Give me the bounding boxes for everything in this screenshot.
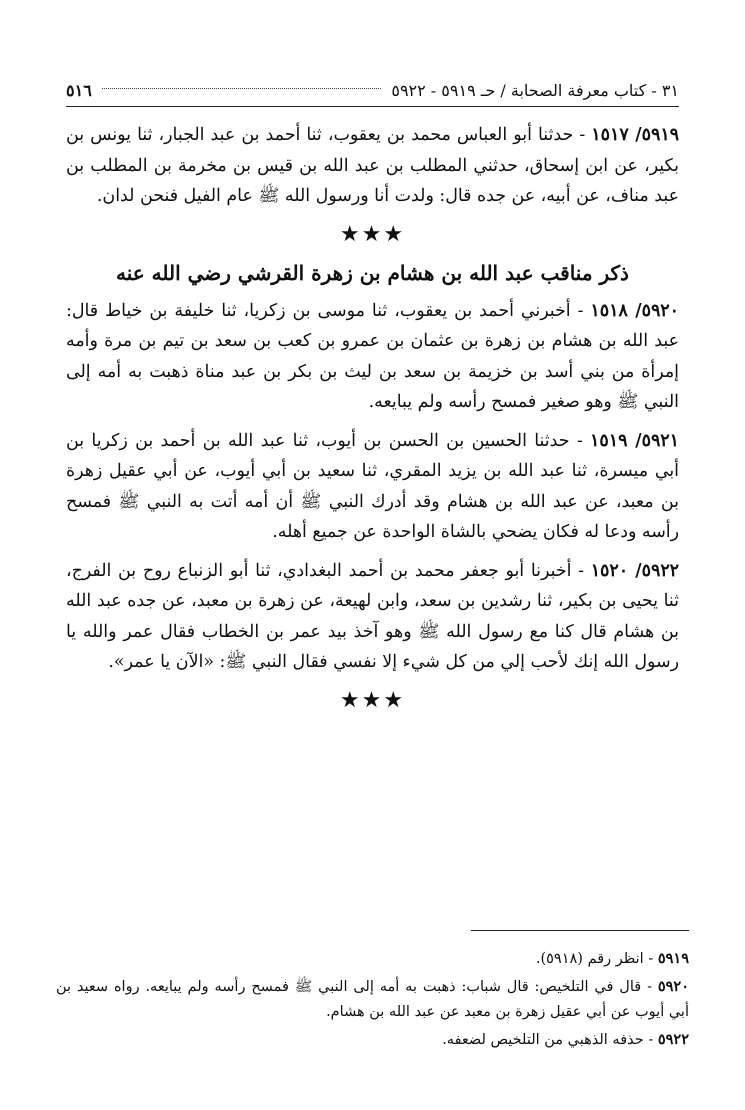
hadith-text: - أخبرني أحمد بن يعقوب، ثنا موسى بن زكريا، ثنا خليفة بن خياط قال: عبد الله بن هشام بن زهرة بن عثمان بن عمرو بن كعب بن سعد بن تيم بن مرة وأمه إمرأة من بني أسد بن خزيمة بن سعد بن ليث بن بكر بن عبد مناة ذهبت به أمه إلى النبي ﷺ وهو صغير فمسح رأسه ولم يبايعه. bbox=[66, 300, 679, 412]
hadith-number: ٥٩١٩/ ١٥١٧ bbox=[591, 125, 680, 145]
hadith-text: - أخبرنا أبو جعفر محمد بن أحمد البغدادي، ثنا أبو الزنباع روح بن الفرج، ثنا يحيى بن بكير، ثنا رشدين بن سعد، وابن لهيعة، عن زهرة بن معبد، عن جده عبد الله بن هشام قال كنا مع رسول الله ﷺ وهو آخذ بيد عمر بن الخطاب فقال عمر والله يا رسول الله إنك لأحب إلي من كل شيء إلا نفسي فقال النبي ﷺ: «الآن يا عمر». bbox=[66, 560, 679, 672]
running-head bbox=[66, 78, 679, 107]
hadith-entry bbox=[66, 556, 679, 678]
hadith-text: - حدثنا الحسين بن الحسن بن أيوب، ثنا عبد الله بن أحمد بن زكريا بن أبي ميسرة، ثنا عبد الله بن يزيد المقري، ثنا سعيد بن أبي أيوب، عن أبي عقيل زهرة بن معبد، عن عبد الله بن هشام وقد أدرك النبي ﷺ أن أمه أتت به النبي ﷺ فمسح رأسه ودعا له فكان يضحي بالشاة الواحدة عن جميع أهله. bbox=[66, 430, 679, 542]
page-number: ٥١٦ bbox=[66, 80, 92, 100]
main-text bbox=[66, 120, 679, 720]
footnote bbox=[56, 974, 689, 1025]
section-heading: ذكر مناقب عبد الله بن هشام بن زهرة القرشي رضي الله عنه bbox=[116, 260, 629, 285]
footnotes bbox=[56, 946, 689, 1055]
footnote-divider bbox=[471, 930, 689, 931]
footnote-number: ٥٩٢٢ bbox=[657, 1031, 689, 1048]
running-head-leader bbox=[102, 87, 382, 89]
hadith-number: ٥٩٢٠/ ١٥١٨ bbox=[590, 300, 679, 321]
end-separator-stars: ★★★ bbox=[339, 687, 406, 713]
hadith-number: ٥٩٢٢/ ١٥٢٠ bbox=[590, 560, 680, 581]
hadith-entry bbox=[66, 296, 679, 418]
hadith-number: ٥٩٢١/ ١٥١٩ bbox=[590, 430, 679, 451]
hadith-entry bbox=[66, 426, 679, 548]
running-head-title: ٣١ - كتاب معرفة الصحابة / حـ ٥٩١٩ - ٥٩٢٢ bbox=[391, 80, 679, 100]
footnote-text: - انظر رقم (٥٩١٨). bbox=[535, 951, 654, 967]
separator-stars: ★★★ bbox=[339, 221, 406, 247]
footnote bbox=[56, 1027, 689, 1053]
footnote-number: ٥٩٢٠ bbox=[657, 978, 689, 995]
hadith-entry bbox=[66, 120, 679, 212]
footnote-text: - حذفه الذهبي من التلخيص لضعفه. bbox=[442, 1032, 654, 1048]
footnote bbox=[56, 946, 689, 972]
footnote-number: ٥٩١٩ bbox=[657, 950, 689, 967]
hadith-text: - حدثنا أبو العباس محمد بن يعقوب، ثنا أحمد بن عبد الجبار، ثنا يونس بن بكير، عن ابن إسحاق، حدثني المطلب بن عبد الله بن قيس بن مخرمة بن المطلب بن عبد مناف، عن أبيه، عن جده قال: ولدت أنا ورسول الله ﷺ عام الفيل فنحن لدان. bbox=[66, 125, 679, 206]
footnote-text: - قال في التلخيص: قال شباب: ذهبت به أمه إلى النبي ﷺ فمسح رأسه ولم يبايعه. رواه سعيد بن أبي أيوب عن أبي عقيل زهرة بن معبد عن عبد الله بن هشام. bbox=[56, 979, 689, 1020]
